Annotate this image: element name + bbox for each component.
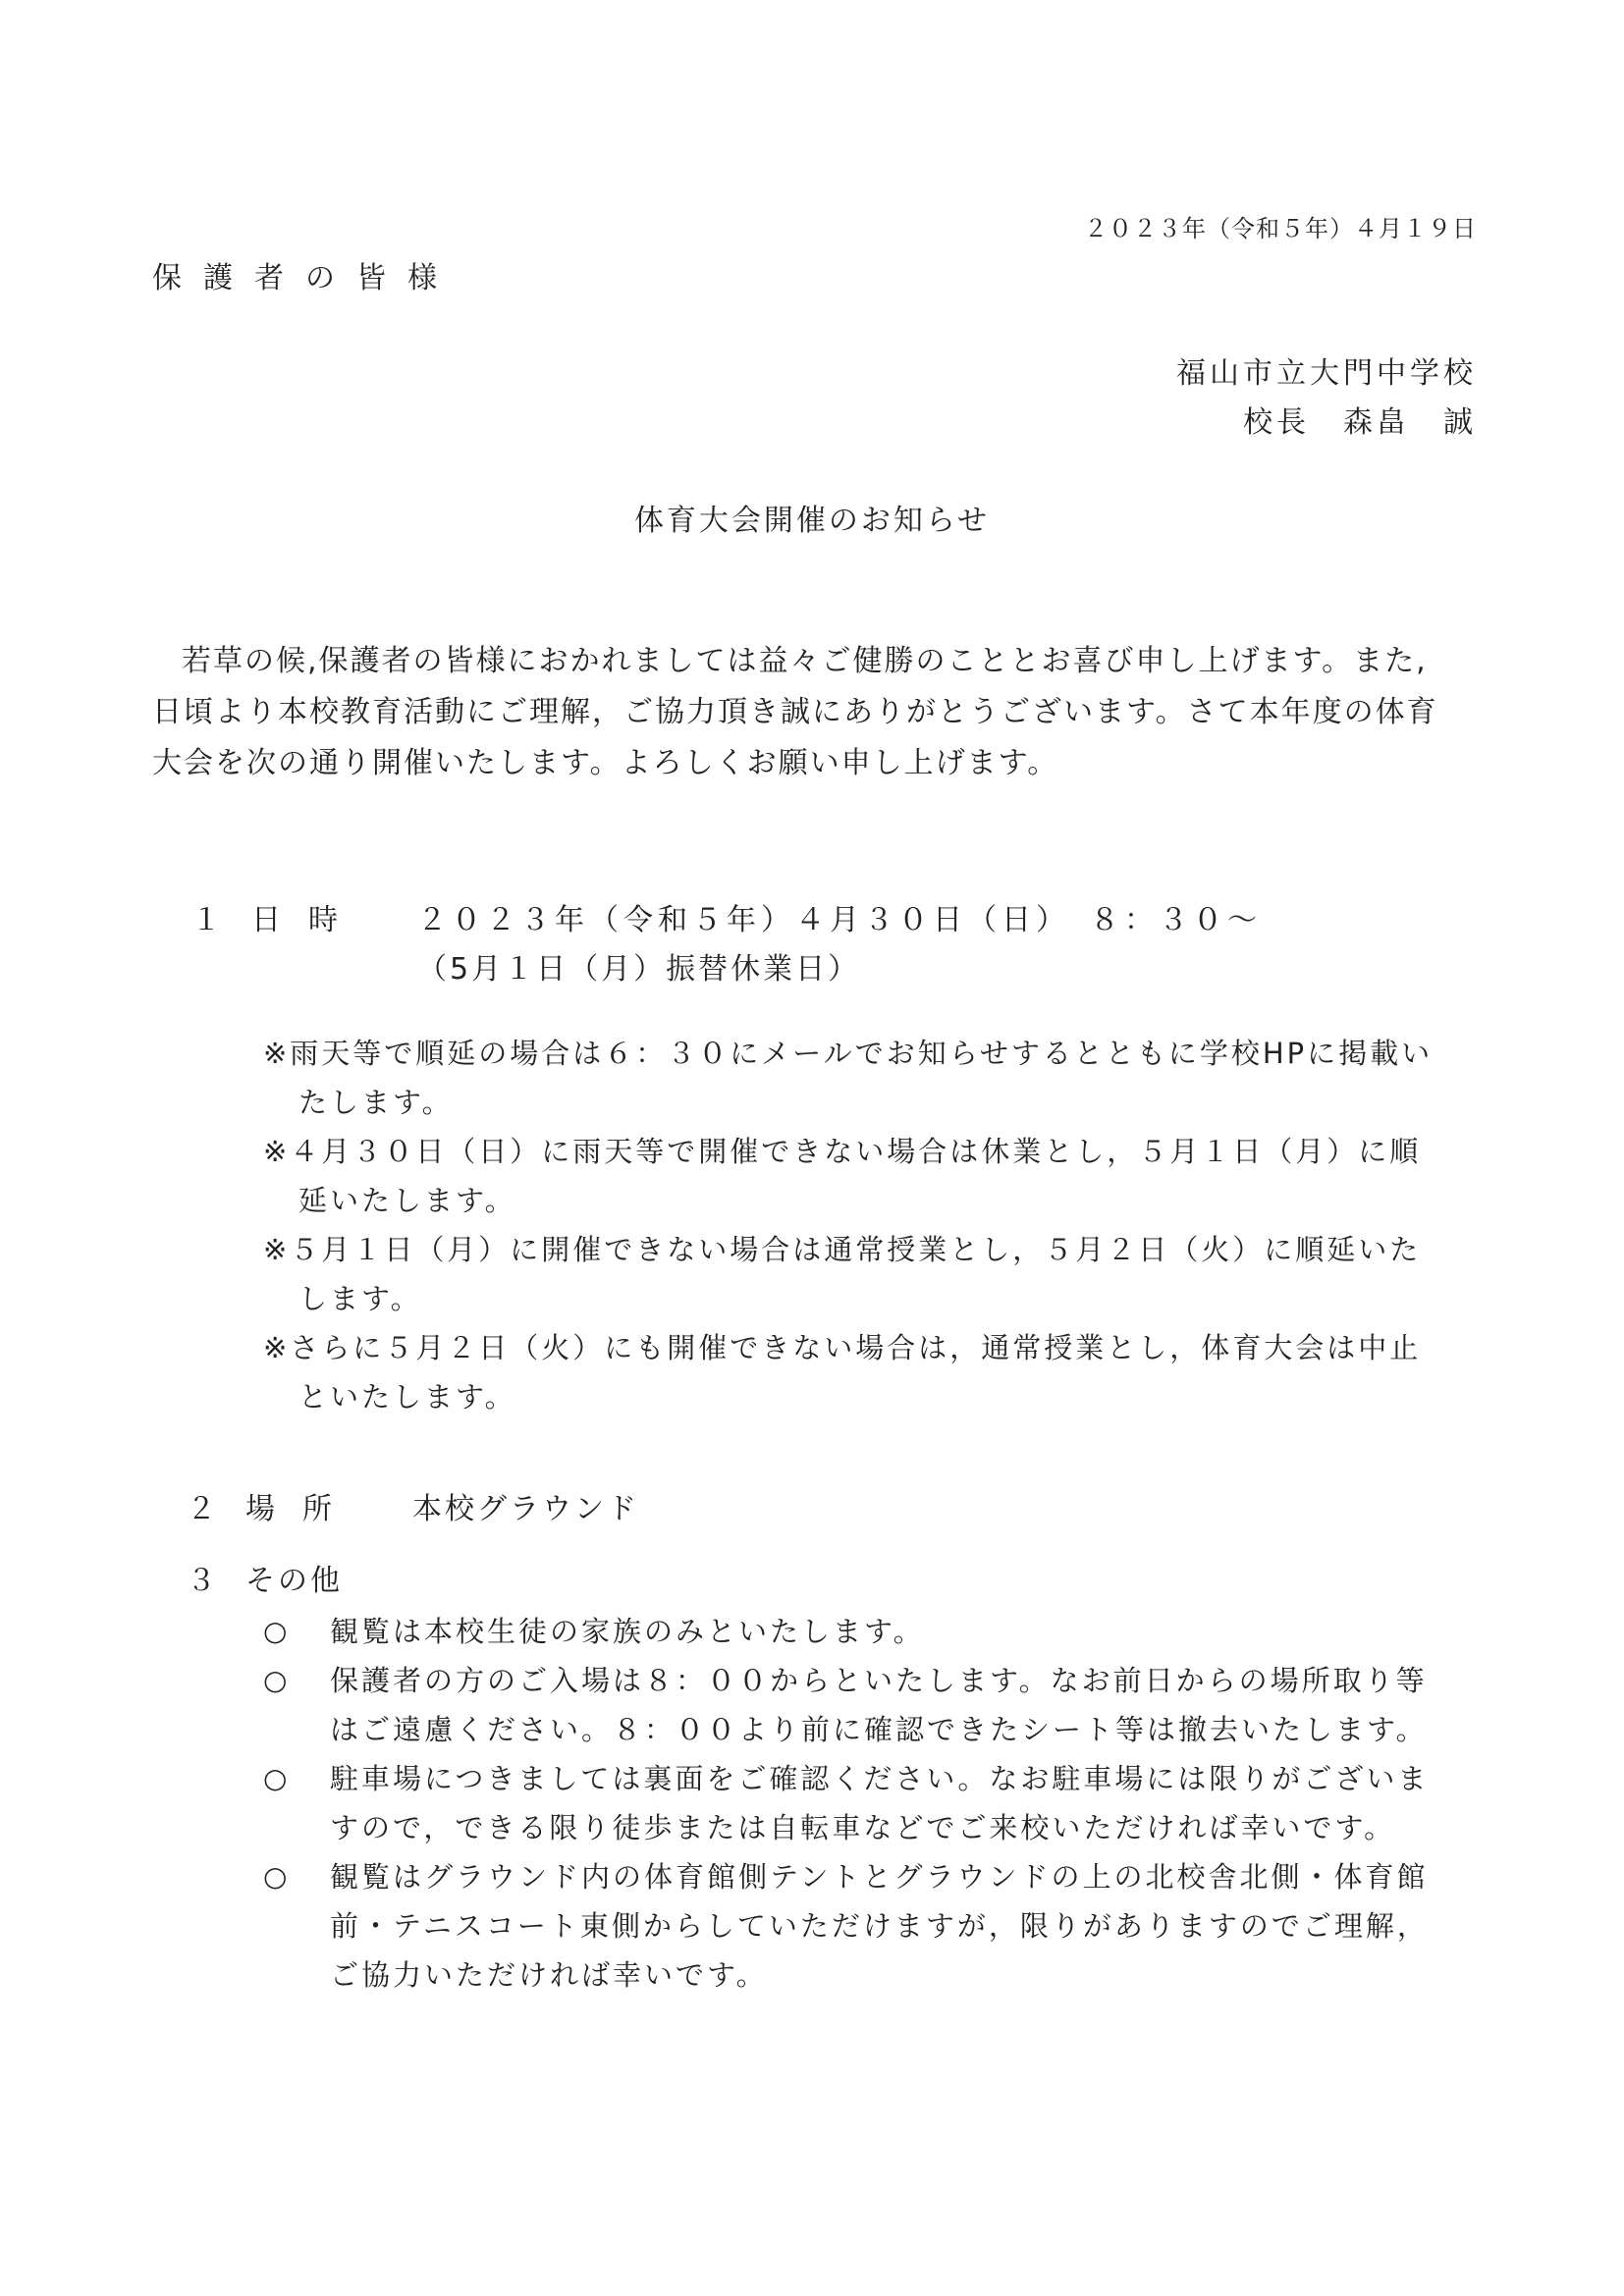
list-item-line: はご遠慮ください。８：００より前に確認できたシート等は撤去いたします。 xyxy=(330,1713,1428,1746)
list-item xyxy=(263,1754,1500,1852)
item-1-label: 日時 xyxy=(251,903,365,937)
greeting-paragraph xyxy=(152,636,1488,789)
rain-notes xyxy=(263,1029,1490,1421)
note-line: ※さらに５月２日（火）にも開催できない場合は，通常授業とし，体育大会は中止 xyxy=(263,1331,1422,1364)
circle-bullet-icon: ○ xyxy=(263,1615,291,1647)
note-item xyxy=(263,1127,1490,1225)
item-1-sub: （5月１日（月）振替休業日） xyxy=(417,952,861,987)
list-item-line: 駐車場につきましては裏面をご確認ください。なお駐車場には限りがございま xyxy=(330,1762,1430,1795)
note-item xyxy=(263,1029,1490,1127)
list-item xyxy=(263,1656,1500,1754)
item-1-value: ２０２３年（令和５年）４月３０日（日） ８：３０～ xyxy=(417,903,1262,937)
list-item-line: 観覧はグラウンド内の体育館側テントとグラウンドの上の北校舎北側・体育館 xyxy=(330,1860,1429,1894)
sender-school: 福山市立大門中学校 xyxy=(1176,356,1477,391)
item-3-number: ３ xyxy=(187,1564,216,1598)
sender-principal: 校長 森畠 誠 xyxy=(1243,405,1477,440)
list-item-line: ご協力いただければ幸いです。 xyxy=(330,1958,768,1992)
other-list xyxy=(263,1607,1500,2000)
list-item-line: 保護者の方のご入場は８：００からといたします。なお前日からの場所取り等 xyxy=(330,1664,1428,1697)
note-line: します。 xyxy=(298,1282,422,1315)
document-title: 体育大会開催のお知らせ xyxy=(633,504,991,538)
item-2-number: ２ xyxy=(187,1492,216,1526)
circle-bullet-icon: ○ xyxy=(263,1762,291,1794)
item-2-label: 場所 xyxy=(245,1492,359,1526)
note-line: ※雨天等で順延の場合は６：３０にメールでお知らせするとともに学校HPに掲載い xyxy=(263,1037,1434,1070)
list-item-line: すので，できる限り徒歩または自転車などでご来校いただければ幸いです。 xyxy=(330,1811,1396,1844)
item-2-value: 本校グラウンド xyxy=(412,1492,639,1526)
greeting-line: 若草の候,保護者の皆様におかれましては益々ご健勝のこととお喜び申し上げます。また, xyxy=(182,644,1428,678)
circle-bullet-icon: ○ xyxy=(263,1664,291,1696)
note-item xyxy=(263,1225,1490,1323)
greeting-line: 大会を次の通り開催いたします。よろしくお願い申し上げます。 xyxy=(152,746,1059,780)
note-line: たします。 xyxy=(298,1086,454,1119)
circle-bullet-icon: ○ xyxy=(263,1860,291,1893)
item-1-number: １ xyxy=(191,903,221,937)
note-line: ※４月３０日（日）に雨天等で開催できない場合は休業とし，５月１日（月）に順 xyxy=(263,1135,1422,1168)
note-line: 延いたします。 xyxy=(298,1184,516,1217)
list-item xyxy=(263,1852,1500,2000)
item-3-label: その他 xyxy=(245,1564,343,1598)
list-item-line: 観覧は本校生徒の家族のみといたします。 xyxy=(330,1615,925,1648)
addressee: 保護者の皆様 xyxy=(152,261,459,295)
note-line: といたします。 xyxy=(298,1380,516,1414)
document-date: ２０２３年（令和５年）４月１９日 xyxy=(1084,215,1477,242)
list-item xyxy=(263,1607,1500,1656)
greeting-line: 日頃より本校教育活動にご理解，ご協力頂き誠にありがとうございます。さて本年度の体育 xyxy=(152,695,1438,729)
list-item-line: 前・テニスコート東側からしていただけますが，限りがありますのでご理解， xyxy=(330,1909,1429,1943)
note-line: ※５月１日（月）に開催できない場合は通常授業とし，５月２日（火）に順延いた xyxy=(263,1233,1422,1266)
note-item xyxy=(263,1323,1490,1421)
